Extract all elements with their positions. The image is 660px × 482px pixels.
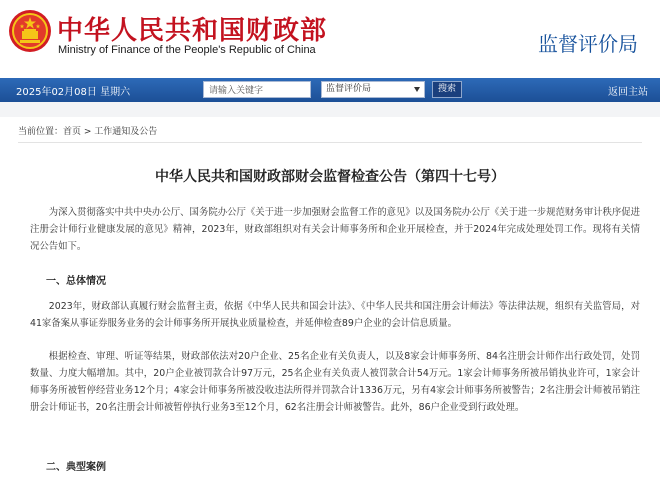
search-button[interactable]: 搜索 xyxy=(432,81,462,98)
nav-bar xyxy=(0,78,660,102)
org-name-cn[interactable]: 中华人民共和国财政部 xyxy=(57,16,328,46)
section-heading-overview: 一、总体情况 xyxy=(46,276,106,287)
search-scope-value: 监督评价局 xyxy=(326,84,372,94)
breadcrumb-divider xyxy=(18,142,642,143)
article-paragraph-2: 根据检查、审理、听证等结果，财政部依法对20户企业、25名企业有关负责人，以及8家会计师事务所、84名注册会计师作出行政处罚，处罚数量、力度大幅增加。其中，20户企业被罚款合计97万元，25名企业有关负责人被罚款合计54万元。1家会计师事务所被吊销执业许可，1家会计师事务所被暂停经营业务12个月；4家会计师事务所被没收违法所得并罚款合计1336万元，另有4家会计师事务所被警告；2名注册会计师被吊销注册会计师证书，20名注册会计师被暂停执行业务3至12个月，62名注册会计师被警告。此外，86户企业受到行政处理。 xyxy=(30,351,640,413)
article-intro: 为深入贯彻落实中共中央办公厅、国务院办公厅《关于进一步加强财会监督工作的意见》以及国务院办公厅《关于进一步规范财务审计秩序促进注册会计师行业健康发展的意见》精神，2023年，财政部组织对有关会计师事务所和企业开展检查，并于2024年完成处理处罚工作。现将有关情况公告如下。 xyxy=(30,207,640,252)
org-name-en: Ministry of Finance of the People's Republic of China xyxy=(58,44,316,56)
breadcrumb-section-link[interactable]: 工作通知及公告 xyxy=(94,127,158,137)
breadcrumb xyxy=(18,124,157,137)
back-home-link[interactable]: 返回主站 xyxy=(608,87,648,98)
article-title: 中华人民共和国财政部财会监督检查公告（第四十七号） xyxy=(155,169,505,185)
search-scope-select[interactable] xyxy=(321,81,425,98)
breadcrumb-home-link[interactable]: 首页 xyxy=(63,127,82,137)
site-header xyxy=(0,0,660,79)
current-date: 2025年02月08日 星期六 xyxy=(16,87,131,98)
section-heading-cases: 二、典型案例 xyxy=(46,462,106,473)
search-input[interactable] xyxy=(203,81,311,98)
section-title[interactable]: 监督评价局 xyxy=(538,32,638,56)
breadcrumb-separator: > xyxy=(81,127,95,137)
national-emblem-icon[interactable] xyxy=(8,9,52,53)
article-paragraph-1: 2023年，财政部认真履行财会监督主责，依据《中华人民共和国会计法》、《中华人民共和国注册会计师法》等法律法规，组织有关监管局，对41家备案从事证券服务业务的会计师事务所开展执业质量检查，并延伸检查89户企业的会计信息质量。 xyxy=(30,301,640,329)
breadcrumb-prefix: 当前位置： xyxy=(18,127,64,137)
chevron-down-icon xyxy=(414,87,420,92)
